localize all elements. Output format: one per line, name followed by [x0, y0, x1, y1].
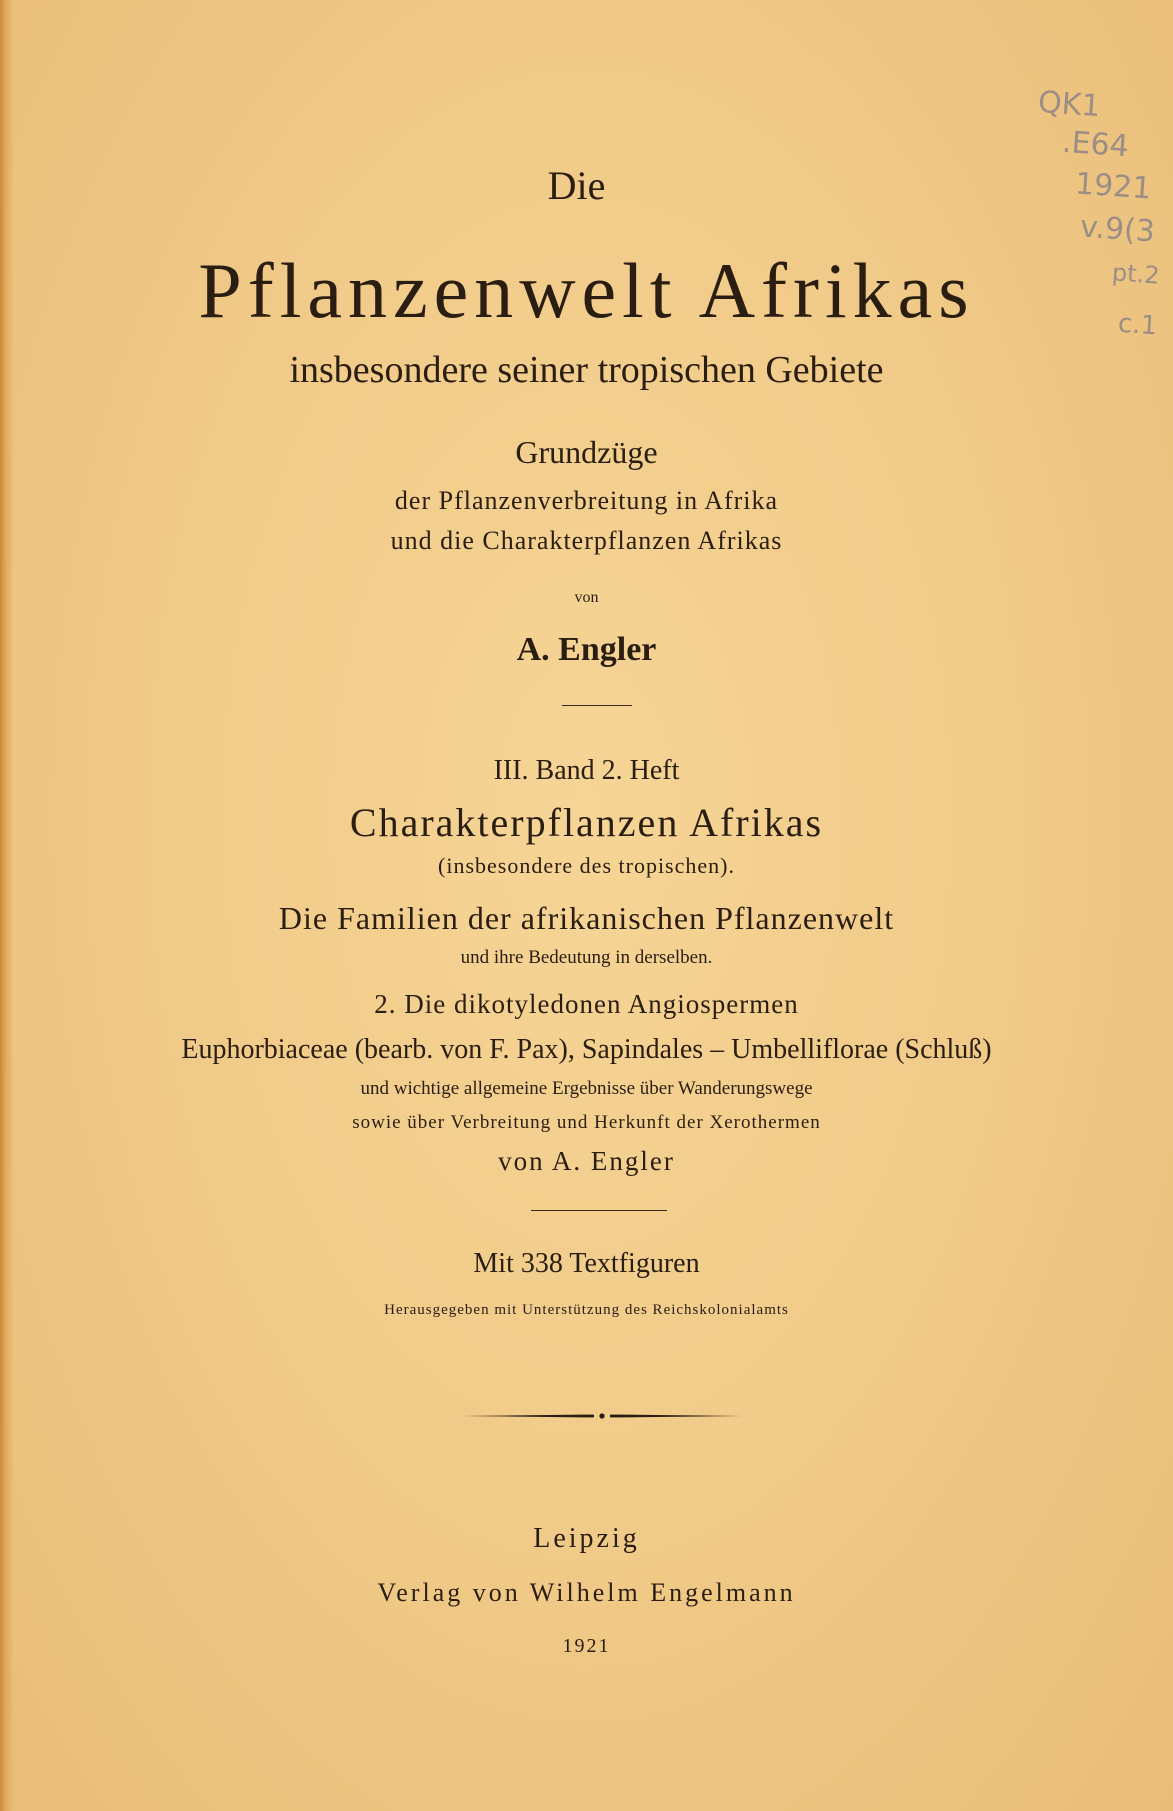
book-title: Pflanzenwelt Afrikas [198, 247, 975, 334]
part-heading: 2. Die dikotyledonen Angiospermen [374, 989, 799, 1019]
figures-note: Mit 338 Textfiguren [473, 1248, 700, 1279]
pencil-note-line-6: c.1 [1117, 308, 1159, 342]
families-heading: Die Familien der afrikanischen Pflanzenwelt [278, 900, 895, 936]
title-article: Die [547, 163, 606, 208]
part-note-1: und wichtige allgemeine Ergebnisse über Wanderungswege [360, 1078, 813, 1099]
publisher-name: Verlag von Wilhelm Engelmann [377, 1578, 796, 1607]
volume-title: Charakterpflanzen Afrikas [349, 800, 824, 845]
author-name: A. Engler [516, 631, 657, 668]
pencil-note-line-2: .E64 [1060, 124, 1130, 165]
book-subtitle: insbesondere seiner tropischen Gebiete [289, 349, 884, 391]
series-line-2: und die Charakterpflanzen Afrikas [390, 526, 783, 555]
part-note-2: sowie über Verbreitung und Herkunft der Xerothermen [352, 1112, 821, 1133]
by-label: von [574, 589, 599, 606]
pencil-note-line-4: v.9(3 [1078, 209, 1157, 250]
pencil-note-line-3: 1921 [1073, 166, 1153, 207]
series-heading: Grundzüge [515, 434, 658, 470]
pencil-note-line-1: QK1 [1036, 84, 1102, 125]
volume-label: III. Band 2. Heft [493, 755, 680, 786]
publication-place: Leipzig [533, 1523, 640, 1554]
divider-rule-2 [531, 1210, 667, 1211]
publication-year: 1921 [562, 1635, 611, 1657]
part-author: von A. Engler [498, 1146, 675, 1176]
ornamental-rule [462, 1413, 742, 1419]
series-line-1: der Pflanzenverbreitung in Afrika [394, 486, 779, 515]
divider-rule [562, 705, 632, 706]
part-contents: Euphorbiaceae (bearb. von F. Pax), Sapindales – Umbelliflorae (Schluß) [181, 1034, 992, 1065]
families-note: und ihre Bedeutung in derselben. [460, 947, 713, 968]
volume-title-note: (insbesondere des tropischen). [438, 853, 735, 878]
pencil-note-line-5: pt.2 [1111, 258, 1161, 290]
support-note: Herausgegeben mit Unterstützung des Reichskolonialamts [384, 1302, 789, 1318]
